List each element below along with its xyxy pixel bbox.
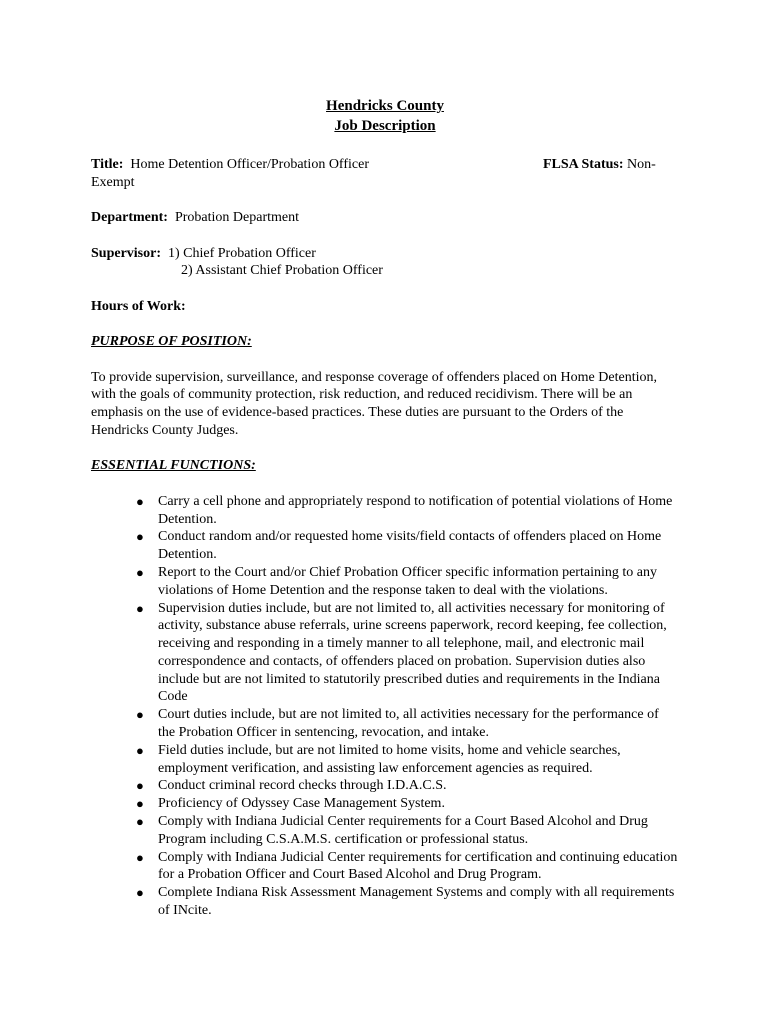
purpose-heading: PURPOSE OF POSITION:: [91, 334, 252, 350]
supervisor-row: [91, 245, 679, 263]
list-item-text: Supervision duties include, but are not limited to, all activities necessary for monitoring of activity, substance abuse referrals, urine screens paperwork, record keeping, fee collection, receiving and responding in a timely manner to all telephone, mail, and electronic mail correspondence and contacts, of offenders placed on probation. Supervision duties also include but are not limited to statutorily prescribed duties and requirements in the Indiana Code: [158, 600, 667, 705]
bullet-icon: ●: [136, 885, 144, 901]
bullet-icon: ●: [136, 707, 144, 723]
supervisor-item-2: 2) Assistant Chief Probation Officer: [181, 263, 383, 279]
bullet-icon: ●: [136, 529, 144, 545]
title-label: Title:: [91, 157, 124, 172]
list-item-text: Court duties include, but are not limited to, all activities necessary for the performance of the Probation Officer in sentencing, revocation, and intake.: [158, 707, 659, 741]
list-item: [136, 600, 679, 707]
list-item: [136, 884, 679, 920]
document-page: [91, 96, 679, 920]
list-item-text: Conduct criminal record checks through I.D.A.C.S.: [158, 778, 447, 794]
list-item-text: Comply with Indiana Judicial Center requirements for a Court Based Alcohol and Drug Program including C.S.A.M.S. certification or professional status.: [158, 814, 648, 847]
title-value: Home Detention Officer/Probation Officer: [130, 157, 369, 172]
department-row: [91, 209, 679, 227]
flsa-value-end: Exempt: [91, 174, 135, 190]
flsa-status: [543, 156, 656, 174]
supervisor-label: Supervisor:: [91, 245, 161, 261]
heading-county: Hendricks County: [326, 98, 444, 114]
flsa-label: FLSA Status:: [543, 157, 624, 172]
list-item-text: Comply with Indiana Judicial Center requirements for certification and continuing education for a Probation Officer and Court Based Alcohol and Drug Program.: [158, 849, 678, 883]
list-item: [136, 706, 679, 742]
list-item: [136, 742, 679, 778]
list-item-text: Complete Indiana Risk Assessment Management Systems and comply with all requirements of INcite.: [158, 885, 675, 919]
bullet-icon: ●: [136, 814, 144, 830]
list-item-text: Conduct random and/or requested home visits/field contacts of offenders placed on Home Detention.: [158, 529, 662, 563]
hours-label: Hours of Work:: [91, 298, 186, 314]
bullet-icon: ●: [136, 600, 144, 616]
essential-functions-list: [91, 493, 679, 920]
flsa-value-start: Non-: [627, 157, 656, 172]
department-value: Probation Department: [174, 210, 300, 226]
bullet-icon: ●: [136, 849, 144, 865]
bullet-icon: ●: [136, 778, 144, 794]
bullet-icon: ●: [136, 796, 144, 812]
department-label: Department:: [91, 210, 168, 226]
bullet-icon: ●: [136, 742, 144, 758]
list-item-text: Carry a cell phone and appropriately respond to notification of potential violations of Home Detention.: [158, 493, 673, 527]
list-item-text: Field duties include, but are not limited to home visits, home and vehicle searches, employment verification, and assisting law enforcement agencies as required.: [158, 742, 621, 776]
title-row: [91, 156, 679, 174]
list-item: [136, 849, 679, 885]
bullet-icon: ●: [136, 493, 144, 509]
list-item: [136, 493, 679, 529]
list-item: [136, 813, 679, 849]
heading-job-description: Job Description: [334, 118, 436, 134]
list-item: [136, 795, 679, 813]
list-item: [136, 564, 679, 600]
list-item-text: Proficiency of Odyssey Case Management System.: [158, 796, 445, 812]
list-item: [136, 528, 679, 564]
supervisor-item-1: 1) Chief Probation Officer: [168, 245, 316, 261]
list-item: [136, 777, 679, 795]
bullet-icon: ●: [136, 564, 144, 580]
essential-heading: ESSENTIAL FUNCTIONS:: [91, 458, 256, 474]
list-item-text: Report to the Court and/or Chief Probation Officer specific information pertaining to any violations of Home Detention and the response taken to deal with the violations.: [158, 564, 657, 598]
purpose-text: To provide supervision, surveillance, and response coverage of offenders placed on Home Detention, with the goals of community protection, risk reduction, and reduced recidivism. There will be an emphasis on the use of evidence-based practices. These duties are pursuant to the Orders of the Hendricks County Judges.: [91, 369, 657, 438]
